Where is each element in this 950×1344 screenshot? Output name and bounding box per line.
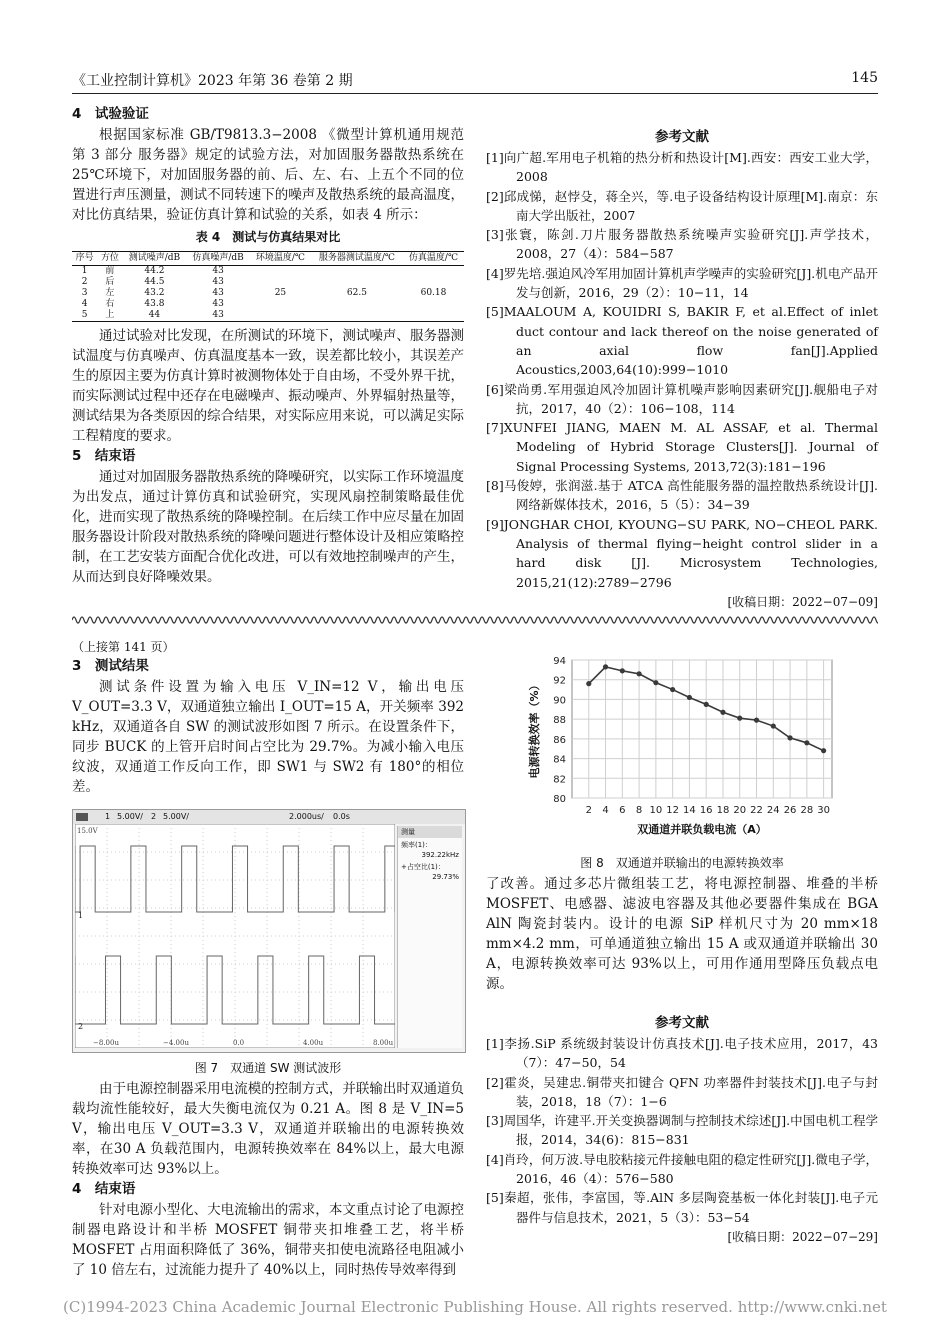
timebase: 2.000us/	[289, 812, 324, 821]
table-cell: 44.2	[144, 266, 165, 276]
table-cell: 43	[186, 310, 250, 322]
y-tick-label: 80	[553, 794, 566, 805]
y-tick-label: 84	[553, 754, 566, 766]
paragraph-after-figure-7: 由于电源控制器采用电流模的控制方式，并联输出时双通道负载均流性能较好，最大失衡电流仅为 0.21 A。图 8 是 V_IN=5 V，输出电压 V_OUT=3.3 V，双通道并联输出的电源转换效率，在30 A 负载范围内，电源转换效率在 84%以上，最大电源转换效率可达 93%以上。	[72, 1081, 464, 1177]
freq-label: 频率(1)：	[401, 841, 432, 849]
section-5-title: 5 结束语	[72, 448, 136, 464]
reference-item: [1]向广超.军用电子机箱的热分析和热设计[M].西安：西安工业大学，2008	[486, 150, 878, 185]
ch2-scale: 5.00V/	[163, 812, 189, 821]
figure-7	[72, 809, 466, 1053]
journal-header: 《工业控制计算机》2023 年第 36 卷第 2 期	[72, 73, 353, 89]
reference-item: [2]霍炎，吴建忠.铜带夹扣键合 QFN 功率器件封装技术[J].电子与封装，2018，18（7）：1−6	[486, 1074, 878, 1109]
reference-item: [7]XUNFEI JIANG, MAEN M. AL ASSAF, et al. Thermal Modeling of Hybrid Storage Clusters[J]. Journal of Signal Processing Systems, 2013,72(3):181−196	[486, 420, 878, 474]
reference-item: [1]李扬.SiP 系统级封装设计仿真技术[J].电子技术应用，2017，43（7）：47−50，54	[486, 1036, 878, 1071]
ch1-label: 1	[105, 812, 111, 821]
table-header-cell: 方位	[97, 252, 122, 266]
reference-item: [6]梁尚勇.军用强迫风冷加固计算机噪声影响因素研究[J].舰船电子对抗，2017，40（2）：106−108，114	[486, 381, 878, 416]
scope-x-tick: −4.00u	[163, 1039, 189, 1047]
y-tick-label: 92	[553, 675, 566, 687]
data-point	[737, 716, 742, 721]
y-tick-label: 86	[553, 734, 566, 746]
data-point	[687, 695, 692, 700]
references-list	[486, 148, 878, 592]
table-cell: 43	[212, 277, 224, 287]
section-3-paragraph: 测试条件设置为输入电压 V_IN=12 V，输出电压 V_OUT=3.3 V，双通道独立输出 I_OUT=15 A，开关频率 392 kHz，双通道各自 SW 的测试波形如图 7 所示。在设置条件下，同步 BUCK 的上管开启时间占空比为 29.7%。为减小输入电压纹波，双通道工作反向工作，即 SW1 与 SW2 有 180°的相位差。	[72, 679, 464, 795]
received-date-2: [收稿日期：2022−07−29]	[727, 1229, 878, 1244]
y-tick-label: 88	[553, 715, 566, 727]
reference-item: [4]罗先培.强迫风冷军用加固计算机声学噪声的实验研究[J].机电产品开发与创新，2016，29（2）：10−11，14	[486, 265, 878, 301]
x-tick-label: 12	[666, 805, 680, 816]
table-cell: 43	[212, 266, 224, 276]
x-tick-label: 18	[716, 805, 730, 816]
reference-item: [5]秦超，张伟，李富国，等.AlN 多层陶瓷基板一体化封装[J].电子元器件与信息技术，2021，5（3）：53−54	[486, 1190, 878, 1225]
data-point	[603, 664, 608, 669]
ch1-marker: 1	[78, 911, 84, 920]
ch2-label: 2	[151, 812, 157, 821]
references-title: 参考文献	[655, 129, 709, 145]
table-cell: 前	[105, 266, 115, 276]
y-tick-label: 94	[553, 656, 566, 667]
scope-x-tick: 8.00u	[373, 1039, 394, 1047]
section-4-conclusion-paragraph: 针对电源小型化、大电流输出的需求，本文重点讨论了电源控制器电路设计和半桥 MOSFET 铜带夹扣堆叠工艺，将半桥 MOSFET 占用面积降低了 36%，铜带夹扣使电流路径电阻减小了 10 倍左右，过流能力提升了 40%以上，同时热传导效率得到	[72, 1202, 464, 1278]
x-tick-label: 30	[817, 805, 830, 816]
table-body	[72, 266, 464, 322]
y-axis-label: 电源转换效率（%）	[528, 679, 541, 779]
data-point	[586, 681, 591, 686]
table-cell: 5	[72, 310, 97, 322]
table-cell: 右	[105, 299, 115, 309]
x-tick-label: 2	[585, 805, 592, 816]
data-point	[670, 687, 675, 692]
table-cell: 43.8	[144, 299, 165, 309]
data-point	[620, 668, 625, 673]
data-point	[771, 723, 776, 728]
x-tick-label: 14	[683, 805, 696, 816]
table-header-cell: 仿真温度/℃	[403, 252, 464, 266]
right-paragraph: 了改善。通过多芯片微组装工艺，将电源控制器、堆叠的半桥 MOSFET、电感器、滤波电容器及其他必要器件集成在 BGA AlN 陶瓷封装内。设计的电源 SiP 样机尺寸为 20 mm×18 mm×4.2 mm，可单通道独立输出 15 A 或双通道并联输出 30 A，电源转换效率可达 93%以上，可用作通用型降压负载点电源。	[486, 876, 878, 992]
server-temp-cell: 62.5	[311, 266, 403, 322]
x-tick-label: 22	[750, 805, 763, 816]
x-tick-label: 16	[699, 805, 713, 816]
table-cell: 44.5	[144, 277, 165, 287]
table-header-row	[72, 252, 464, 266]
x-tick-label: 6	[619, 805, 626, 816]
references-title-2: 参考文献	[655, 1015, 709, 1031]
scope-x-tick: 4.00u	[303, 1039, 324, 1047]
duty-value: 29.73%	[432, 873, 459, 881]
reference-item: [3]张寰，陈剑.刀片服务器散热系统噪声实验研究[J].声学技术，2008，27（4）：584−587	[486, 227, 878, 262]
data-point	[636, 671, 641, 676]
table-header-cell: 环境温度/℃	[250, 252, 311, 266]
table-header-cell: 测试噪声/dB	[123, 252, 187, 266]
scope-y-top-label: 15.0V	[77, 827, 98, 835]
scope-toolbar	[73, 810, 465, 824]
x-tick-label: 24	[766, 805, 780, 816]
reference-item: [2]邱成悌，赵悖殳，蒋全兴，等.电子设备结构设计原理[M].南京：东南大学出版社，2007	[486, 188, 878, 223]
ch2-marker: 2	[78, 1022, 84, 1031]
sim-temp-cell: 60.18	[403, 266, 464, 322]
reference-item: [4]肖玲，何万波.导电胶粘接元件接触电阻的稳定性研究[J].微电子学，2016，46（4）：576−580	[486, 1151, 878, 1187]
data-point	[704, 702, 709, 707]
table-cell: 43	[212, 299, 224, 309]
plot-area	[572, 660, 832, 798]
scope-x-tick: 0.0	[233, 1039, 245, 1047]
data-point	[787, 735, 792, 740]
reference-item: [3]周国华，许建平.开关变换器调制与控制技术综述[J].中国电机工程学报，2014，34(6)：815−831	[486, 1113, 878, 1148]
table-cell: 后	[105, 277, 115, 287]
data-point	[754, 718, 759, 723]
lower-right-column	[486, 640, 878, 1247]
section-4-title: 4 试验验证	[72, 106, 149, 122]
table-cell: 4	[81, 299, 88, 309]
header-rule	[72, 93, 878, 94]
table-cell: 3	[81, 288, 88, 298]
x-tick-label: 4	[602, 805, 609, 816]
table-cell: 43	[212, 288, 224, 298]
ch1-scale: 5.00V/	[117, 812, 143, 821]
reference-item: [9]JONGHAR CHOI, KYOUNG−SU PARK, NO−CHEOL PARK. Analysis of thermal flying−height control slider in a hard disk [J]. Microsystem Technologies, 2015,21(12):2789−2796	[486, 516, 878, 590]
table-cell: 左	[105, 288, 115, 298]
received-date: [收稿日期：2022−07−09]	[727, 594, 878, 609]
x-axis-label: 双通道并联负载电流（A）	[637, 823, 767, 836]
y-tick-label: 82	[553, 774, 566, 786]
upper-left-column	[72, 104, 464, 587]
figure-7-caption: 图 7 双通道 SW 测试波形	[194, 1061, 342, 1075]
section-5-paragraph: 通过对加固服务器散热系统的降噪研究，以实际工作环境温度为出发点，通过计算仿真和试验研究，实现风扇控制策略最佳优化，进而实现了散热系统的降噪控制。在后续工作中应尽量在加固服务器设计阶段对散热系统的降噪问题进行整体设计及相应策略控制，在工艺安装方面配合优化改进，可以有效地控制噪声的产生，从而达到良好降噪效果。	[72, 469, 464, 585]
section-4-paragraph: 根据国家标准 GB/T9813.3−2008 《微型计算机通用规范 第 3 部分 服务器》规定的试验方法，对加固服务器散热系统在 25℃环境下，对加固服务器的前、后、左、右、上五个不同的位置进行声压测量，测试不同转速下的噪声及散热系统的最高温度，对比仿真结果，验证仿真计算和试验的关系，如表 4 所示：	[72, 127, 464, 223]
lower-left-column	[72, 638, 464, 1280]
scope-waveform	[75, 824, 395, 1048]
data-point	[821, 748, 826, 753]
table-cell: 2	[81, 277, 88, 287]
table-header-cell: 服务器测试温度/℃	[311, 252, 403, 266]
time-offset: 0.0s	[333, 812, 350, 821]
x-tick-label: 28	[800, 805, 814, 816]
upper-right-column	[486, 126, 878, 612]
data-point	[720, 710, 725, 715]
table-header-cell: 仿真噪声/dB	[186, 252, 250, 266]
table-header-cell: 序号	[72, 252, 97, 266]
table-cell: 43.2	[144, 288, 165, 298]
table-cell: 1	[81, 266, 88, 276]
efficiency-chart	[486, 640, 878, 840]
y-tick-label: 90	[553, 695, 566, 707]
copyright-footer: (C)1994-2023 China Academic Journal Electronic Publishing House. All rights reserved. http://www.cnki.net	[63, 1298, 887, 1316]
table-cell: 44	[123, 310, 187, 322]
page-number: 145	[851, 70, 878, 86]
reference-item: [5]MAALOUM A, KOUIDRI S, BAKIR F, et al.Effect of inlet duct contour and lack thereof on the noise generated of an axial flow fan[J].Applied Acoustics,2003,64(10):999−1010	[486, 304, 878, 378]
scope-x-tick: −8.00u	[93, 1039, 119, 1047]
env-temp-cell: 25	[250, 266, 311, 322]
duty-label: +占空比(1)：	[401, 863, 445, 871]
figure-8-caption: 图 8 双通道并联输出的电源转换效率	[580, 856, 784, 870]
measure-panel	[397, 826, 462, 1048]
table-4	[72, 251, 464, 322]
freq-value: 392.22kHz	[421, 851, 459, 859]
analysis-paragraph: 通过试验对比发现，在所测试的环境下，测试噪声、服务器测试温度与仿真噪声、仿真温度基本一致，误差都比较小，其误差产生的原因主要为仿真计算时被测物体处于自由场，不受外界干扰，而实际测试过程中还存在电磁噪声、振动噪声、外界辐射热量等，测试结果为各类原因的综合结果，对实际应用来说，可以满足实际工程精度的要求。	[72, 328, 464, 444]
x-tick-label: 26	[783, 805, 797, 816]
section-3-title: 3 测试结果	[72, 658, 149, 674]
measure-panel-title: 测量	[398, 826, 462, 838]
scope-logo-icon	[76, 813, 88, 821]
x-tick-label: 10	[649, 805, 663, 816]
section-divider	[72, 613, 878, 627]
reference-item: [8]马俊婷，张润滋.基于 ATCA 高性能服务器的温控散热系统设计[J].网络新媒体技术，2016，5（5）：34−39	[486, 478, 878, 513]
table-cell: 上	[97, 310, 122, 322]
data-point	[653, 680, 658, 685]
table-4-caption: 表 4 测试与仿真结果对比	[195, 230, 341, 244]
data-point	[804, 740, 809, 745]
continued-note: （上接第 141 页）	[72, 640, 175, 654]
references-list-2	[486, 1034, 878, 1227]
x-tick-label: 20	[733, 805, 747, 816]
section-4-conclusion-title: 4 结束语	[72, 1181, 136, 1197]
x-tick-label: 8	[635, 805, 643, 816]
table-row	[72, 266, 464, 278]
